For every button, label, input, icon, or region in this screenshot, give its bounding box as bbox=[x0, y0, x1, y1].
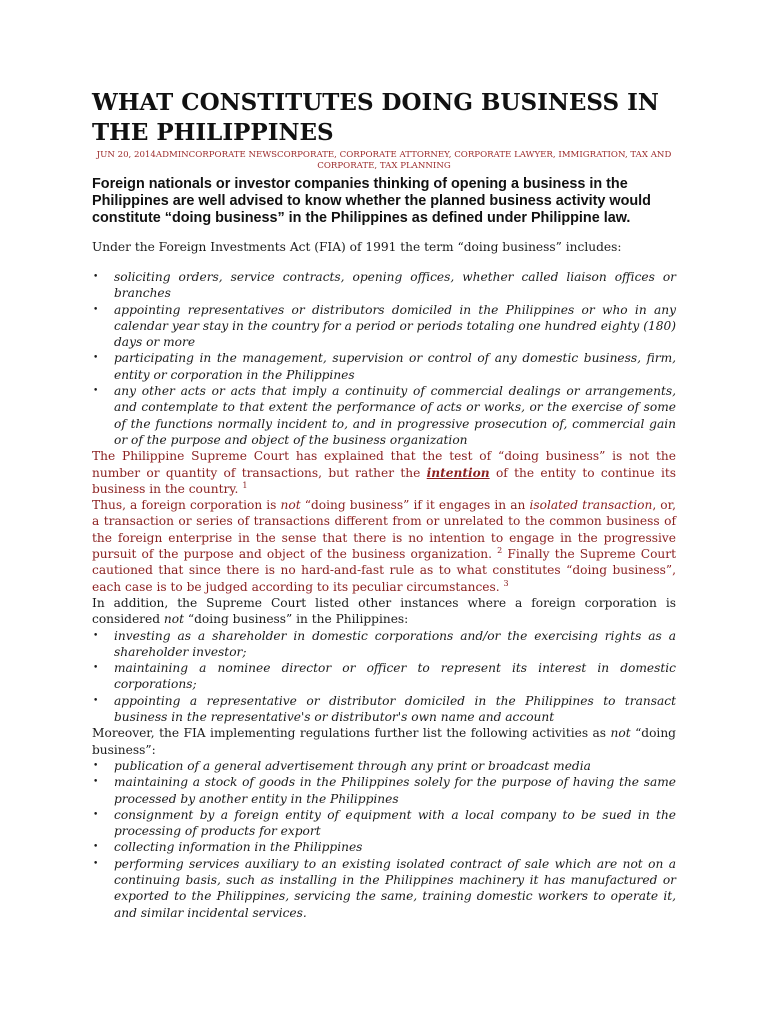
lead-paragraph: Foreign nationals or investor companies thinking of opening a business in the Philippines are well advised to know whether the planned business activity would constitute “doing business” in the Philippines as defined under Philippine law. bbox=[92, 176, 651, 226]
bullet-icon: • bbox=[93, 304, 99, 315]
bullet-icon: • bbox=[93, 663, 99, 674]
list-item bbox=[92, 856, 676, 921]
list-item bbox=[92, 693, 676, 726]
article-title: WHAT CONSTITUTES DOING BUSINESS IN THE PHILIPPINES bbox=[92, 89, 659, 146]
footnote-ref-2: 2 bbox=[497, 545, 503, 555]
article-meta: JUN 20, 2014ADMINCORPORATE NEWSCORPORATE, CORPORATE ATTORNEY, CORPORATE LAWYER, IMMIGRATION, TAX AND CORPORATE, TAX PLANNING bbox=[96, 150, 672, 171]
bullet-icon: • bbox=[93, 272, 99, 282]
bullet-icon: • bbox=[93, 777, 99, 788]
list-item bbox=[92, 302, 676, 351]
list-item-text: soliciting orders, service contracts, opening offices, whether called liaison offices or branches bbox=[114, 270, 676, 301]
bullet-icon: • bbox=[93, 760, 99, 771]
list-item bbox=[92, 660, 676, 693]
footnote-ref-3: 3 bbox=[503, 578, 509, 588]
list-item-text: participating in the management, supervision or control of any domestic business, firm, entity or corporation in the Philippines bbox=[114, 351, 676, 382]
list-item-text: any other acts or acts that imply a continuity of commercial dealings or arrangements, and contemplate to that extent the performance of acts or works, or the exercise of some of the functions normally incident to, and in progressive prosecution of, commercial gain or of the purpose and object of the business organization bbox=[114, 384, 676, 447]
bullet-icon: • bbox=[93, 809, 99, 820]
bullet-icon: • bbox=[93, 858, 99, 869]
isolated-transaction-paragraph: Thus, a foreign corporation is not “doing business” if it engages in an isolated transaction, or, a transaction or series of transactions different from or unrelated to the common business of the foreign enterprise in the sense that there is no intention to engage in the progressive pursuit of the purpose and object of the business organization. $^2$ Finally the Supreme Court cautioned that since there is no hard-and-fast rule as to what constitutes “doing business”, each case is to be judged according to its peculiar circumstances. $^3$ bbox=[92, 498, 677, 594]
intro-paragraph: Under the Foreign Investments Act (FIA) of 1991 the term “doing business” includes: bbox=[92, 240, 622, 254]
addition-paragraph: In addition, the Supreme Court listed other instances where a foreign corporation is considered not “doing business” in the Philippines: bbox=[92, 595, 676, 627]
court-paragraph: The Philippine Supreme Court has explained that the test of “doing business” is not the number or quantity of transactions, but rather the intention of the entity to continue its business in the country. $^1$ bbox=[92, 449, 676, 496]
list-item-text: maintaining a nominee director or officer to represent its interest in domestic corporations; bbox=[114, 661, 676, 692]
bullet-icon: • bbox=[93, 630, 99, 641]
list-item bbox=[92, 350, 676, 383]
fia-activities-list bbox=[92, 758, 676, 921]
moreover-paragraph: Moreover, the FIA implementing regulations further list the following activities as not “doing business”: bbox=[92, 726, 676, 757]
bullet-icon: • bbox=[93, 386, 99, 397]
list-item-text: appointing representatives or distributors domiciled in the Philippines or who in any calendar year stay in the country for a period or periods totaling one hundred eighty (180) days or more bbox=[114, 302, 676, 350]
bullet-icon: • bbox=[93, 353, 99, 364]
list-item bbox=[92, 758, 676, 774]
list-item bbox=[92, 269, 676, 302]
list-item bbox=[92, 383, 676, 448]
list-item-text: appointing a representative or distributor domiciled in the Philippines to transact business in the representative's or distributor's own name and account bbox=[114, 693, 676, 725]
list-item bbox=[92, 807, 676, 840]
list-item-text: publication of a general advertisement through any print or broadcast media bbox=[114, 758, 591, 773]
list-item-text: collecting information in the Philippines bbox=[114, 840, 363, 855]
list-item bbox=[92, 839, 676, 855]
bullet-icon: • bbox=[93, 842, 99, 853]
list-item-text: investing as a shareholder in domestic corporations and/or the exercising rights as a shareholder investor; bbox=[114, 628, 676, 659]
not-doing-business-list bbox=[92, 628, 676, 726]
intention-emphasis: intention bbox=[426, 465, 490, 480]
list-item-text: maintaining a stock of goods in the Philippines solely for the purpose of having the same processed by another entity in the Philippines bbox=[114, 775, 676, 806]
list-item-text: consignment by a foreign entity of equipment with a local company to be sued in the processing of products for export bbox=[114, 807, 676, 839]
includes-list bbox=[92, 269, 676, 448]
list-item bbox=[92, 628, 676, 661]
list-item-text: performing services auxiliary to an existing isolated contract of sale which are not on a continuing basis, such as installing in the Philippines machinery it has manufactured or exported to the Philippines, servicing the same, training domestic workers to operate it, and similar incidental services. bbox=[114, 856, 676, 920]
list-item bbox=[92, 774, 676, 807]
bullet-icon: • bbox=[93, 695, 99, 706]
footnote-ref-1: 1 bbox=[242, 480, 248, 490]
